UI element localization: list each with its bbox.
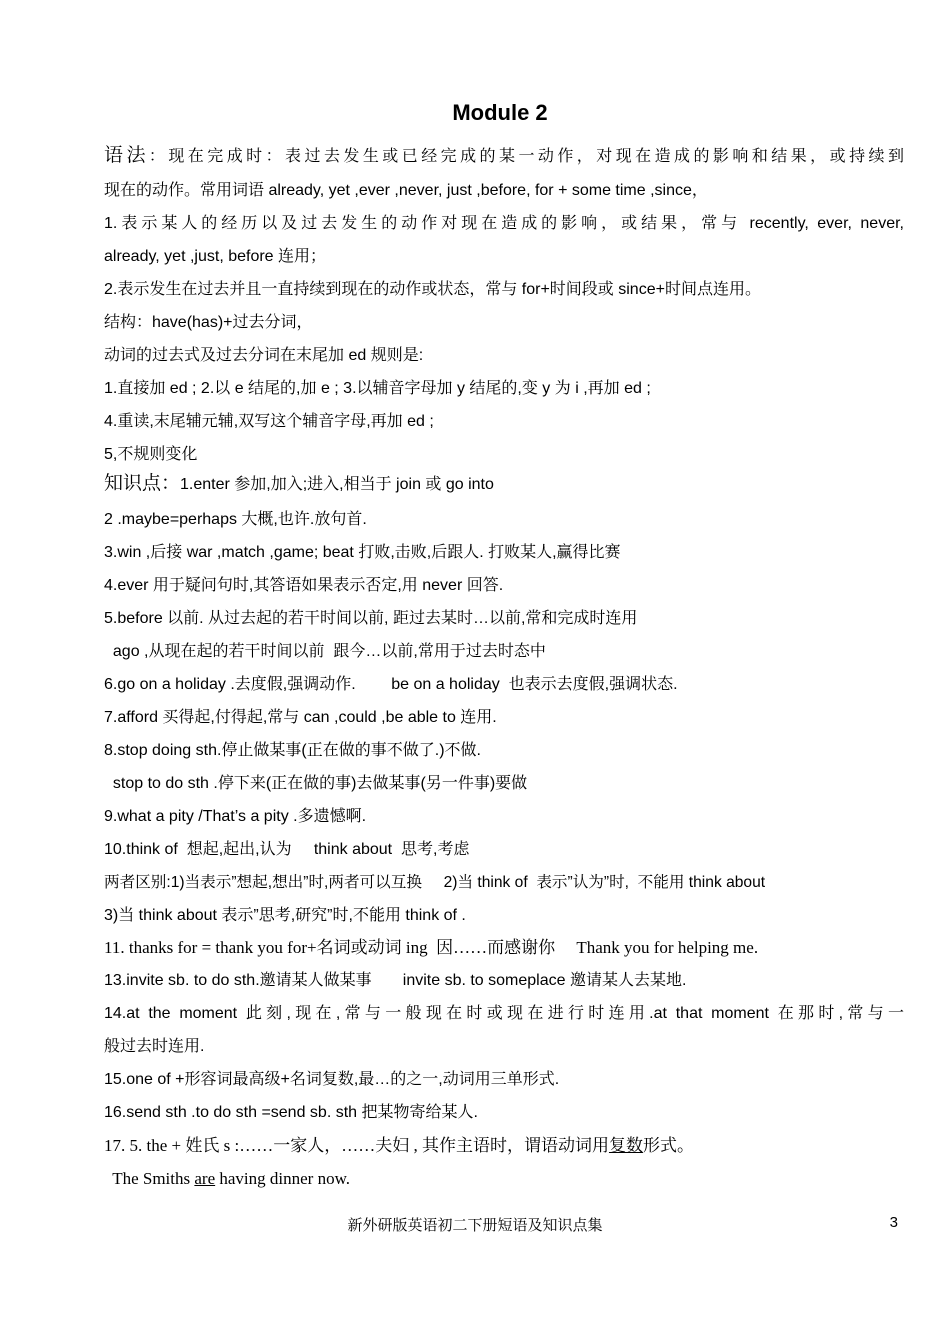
text-line: 5,不规则变化 <box>104 446 198 463</box>
page-footer: 新外研版英语初二下册短语及知识点集 <box>347 1218 603 1234</box>
text-segment: The Smiths <box>104 1169 195 1188</box>
text-segment: having dinner now. <box>215 1169 351 1188</box>
text-line: 3)当 think about 表示”思考,研究”时,不能用 think of . <box>104 907 466 924</box>
grammar-heading: 语法 <box>104 145 149 166</box>
text-line: 10.think of 想起,起出,认为 think about 思考,考虑 <box>104 841 470 858</box>
text-line: 2.表示发生在过去并且一直持续到现在的动作或状态，常与 for+时间段或 since+时间点连用。 <box>104 281 761 298</box>
text-line: 1.表示某人的经历以及过去发生的动作对现在造成的影响，或结果，常与 recently, ever, never, <box>104 215 904 232</box>
text-line: 6.go on a holiday .去度假,强调动作. be on a holiday 也表示去度假,强调状态. <box>104 676 678 693</box>
text-line: stop to do sth .停下来(正在做的事)去做某事(另一件事)要做 <box>104 775 528 792</box>
text-line: 般过去时连用. <box>104 1038 205 1055</box>
text-line: 14.at the moment 此刻,现在,常与一般现在时或现在进行时连用.at that moment 在那时,常与一 <box>104 1005 904 1022</box>
grammar-intro-line <box>104 145 904 168</box>
text-line: 动词的过去式及过去分词在末尾加 ed 规则是: <box>104 347 424 364</box>
text-line: 13.invite sb. to do sth.邀请某人做某事 invite sb. to someplace 邀请某人去某地. <box>104 972 687 989</box>
text-line: 2 .maybe=perhaps 大概,也许.放句首. <box>104 511 367 528</box>
text-line: 现在的动作。常用词语 already, yet ,ever ,never, just ,before, for + some time ,since， <box>104 182 708 199</box>
text-line: 5.before 以前. 从过去起的若干时间以前, 距过去某时…以前,常和完成时连用 <box>104 610 638 627</box>
text-line: ago ,从现在起的若干时间以前 跟今…以前,常用于过去时态中 <box>104 643 546 660</box>
text-line: 9.what a pity /That’s a pity .多遗憾啊. <box>104 808 367 825</box>
text-line: 4.ever 用于疑问句时,其答语如果表示否定,用 never 回答. <box>104 577 504 594</box>
text-segment: 形式。 <box>642 1136 694 1155</box>
underlined-text: 复数 <box>608 1136 643 1155</box>
text-segment: 17. 5. the + 姓氏 s :……一家人，……夫妇 , 其作主语时，谓语动词用 <box>104 1136 609 1155</box>
text-segment: ：现在完成时：表过去发生或已经完成的某一动作，对现在造成的影响和结果，或持续到 <box>148 148 904 165</box>
text-line: already, yet ,just, before 连用； <box>104 248 327 265</box>
text-line: 4.重读,末尾辅元辅,双写这个辅音字母,再加 ed ; <box>104 413 434 430</box>
text-line: 8.stop doing sth.停止做某事(正在做的事不做了.)不做. <box>104 742 481 759</box>
text-line: 结构：have(has)+过去分词， <box>104 314 313 331</box>
knowledge-points-line <box>104 473 904 496</box>
text-line: 3.win ,后接 war ,match ,game; beat 打败,击败,后跟人. 打败某人,赢得比赛 <box>104 544 621 561</box>
example-sentence-line <box>104 1168 904 1190</box>
page-number: 3 <box>889 1214 898 1231</box>
knowledge-heading: 知识点： <box>104 473 181 494</box>
text-segment: 1.enter 参加,加入;进入,相当于 join 或 go into <box>180 476 494 493</box>
text-line: 15.one of +形容词最高级+名词复数,最…的之一,动词用三单形式. <box>104 1071 560 1088</box>
text-line: 16.send sth .to do sth =send sb. sth 把某物寄给某人. <box>104 1104 478 1121</box>
text-line: 11. thanks for = thank you for+名词或动词 ing 因……而感谢你 Thank you for helping me. <box>104 938 759 957</box>
page-title: Module 2 <box>452 100 548 125</box>
text-line: 1.直接加 ed ; 2.以 e 结尾的,加 e ; 3.以辅音字母加 y 结尾的,变 y 为 i ,再加 ed ; <box>104 380 651 397</box>
text-line: 7.afford 买得起,付得起,常与 can ,could ,be able to 连用. <box>104 709 497 726</box>
underlined-text: are <box>194 1169 216 1188</box>
plural-rule-line <box>104 1135 904 1157</box>
text-line: 两者区别:1)当表示”想起,想出”时,两者可以互换 2)当 think of 表示”认为”时, 不能用 think about <box>104 874 766 891</box>
